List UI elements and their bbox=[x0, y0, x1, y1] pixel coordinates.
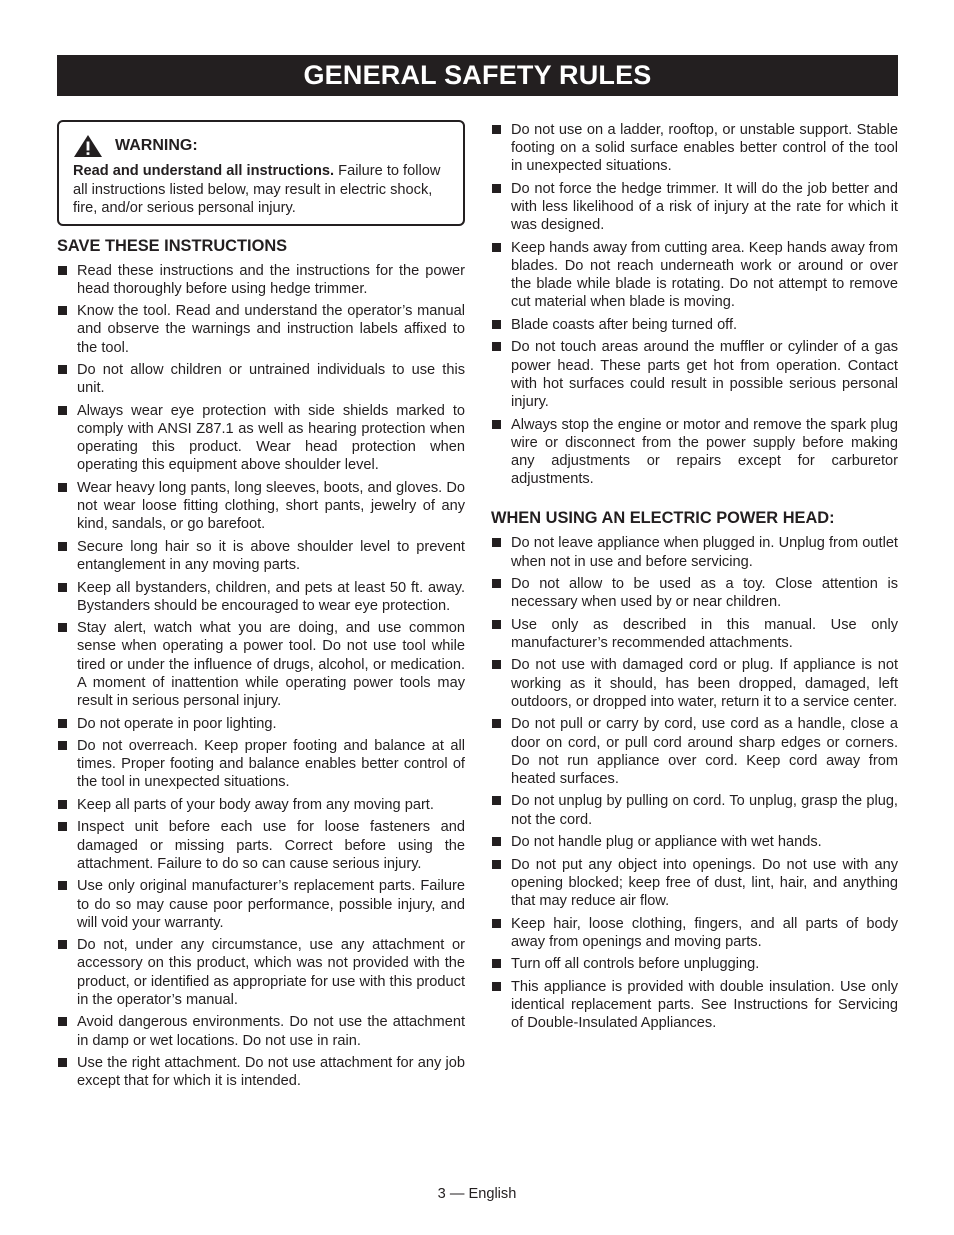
square-bullet-icon bbox=[58, 365, 67, 374]
electric-power-head-list bbox=[491, 534, 898, 1032]
list-item bbox=[57, 402, 465, 475]
list-item bbox=[57, 1054, 465, 1090]
list-item-text: Stay alert, watch what you are doing, and use common sense when operating a power tool. Do not use tool while tired or under the influence of drugs, alcohol, or medication. A moment of inattention while operating power tools may result in serious personal injury. bbox=[77, 620, 465, 710]
list-item-text: Avoid dangerous environments. Do not use the attachment in damp or wet locations. Do not use in rain. bbox=[77, 1014, 465, 1049]
list-item bbox=[491, 180, 898, 235]
right-column bbox=[491, 121, 898, 1037]
square-bullet-icon bbox=[492, 184, 501, 193]
list-item bbox=[57, 936, 465, 1009]
list-item-text: Always stop the engine or motor and remove the spark plug wire or disconnect from the power supply before making any adjustments or repairs except for carburetor adjustments. bbox=[511, 416, 898, 488]
list-item bbox=[57, 361, 465, 397]
list-item bbox=[491, 715, 898, 788]
list-item-text: Use the right attachment. Do not use attachment for any job except that for which it is intended. bbox=[77, 1055, 465, 1090]
list-item bbox=[491, 856, 898, 911]
list-item bbox=[491, 338, 898, 411]
list-item-text: Do not allow children or untrained individuals to use this unit. bbox=[77, 362, 465, 397]
warning-bold-text: Read and understand all instructions. bbox=[73, 163, 335, 179]
page-footer: 3 — English bbox=[437, 1186, 517, 1202]
list-item bbox=[491, 239, 898, 312]
square-bullet-icon bbox=[58, 881, 67, 890]
square-bullet-icon bbox=[58, 1017, 67, 1026]
list-item bbox=[491, 978, 898, 1033]
list-item-text: Do not, under any circumstance, use any attachment or accessory on this product, which was not provided with the product, or identified as appropriate for use with this product in the operator’s manual. bbox=[77, 937, 465, 1008]
list-item-text: Use only original manufacturer’s replacement parts. Failure to do so may cause poor performance, possible injury, and will void your warranty. bbox=[77, 878, 465, 931]
square-bullet-icon bbox=[492, 538, 501, 547]
square-bullet-icon bbox=[492, 579, 501, 588]
electric-power-head-heading: WHEN USING AN ELECTRIC POWER HEAD: bbox=[491, 509, 835, 528]
list-item bbox=[491, 915, 898, 951]
list-item-text: Keep hair, loose clothing, fingers, and all parts of body away from openings and moving parts. bbox=[511, 915, 898, 950]
list-item bbox=[491, 792, 898, 828]
list-item-text: Do not put any object into openings. Do not use with any opening blocked; keep free of dust, lint, hair, and anything that may reduce air flow. bbox=[511, 856, 898, 910]
list-item bbox=[491, 316, 898, 334]
list-item-text: Know the tool. Read and understand the operator’s manual and observe the warnings and instruction labels affixed to the tool. bbox=[77, 303, 465, 356]
square-bullet-icon bbox=[58, 940, 67, 949]
list-item bbox=[57, 737, 465, 792]
warning-body-text: Failure to follow all instructions listed below, may result in electric shock, fire, and/or serious personal injury. bbox=[73, 163, 441, 216]
list-item bbox=[491, 121, 898, 176]
square-bullet-icon bbox=[492, 342, 501, 351]
list-item-text: Keep all parts of your body away from any moving part. bbox=[77, 796, 434, 813]
list-item bbox=[57, 302, 465, 357]
square-bullet-icon bbox=[58, 623, 67, 632]
list-item-text: Do not pull or carry by cord, use cord as a handle, close a door on cord, or pull cord around sharp edges or corners. Do not run appliance over cord. Keep cord away from heated surfaces. bbox=[511, 716, 898, 787]
list-item-text: Do not unplug by pulling on cord. To unplug, grasp the plug, not the cord. bbox=[511, 793, 898, 828]
list-item bbox=[57, 877, 465, 932]
square-bullet-icon bbox=[492, 125, 501, 134]
list-item-text: Do not leave appliance when plugged in. Unplug from outlet when not in use and before servicing. bbox=[511, 535, 898, 570]
list-item-text: Secure long hair so it is above shoulder level to prevent entanglement in any moving parts. bbox=[77, 538, 465, 574]
square-bullet-icon bbox=[58, 483, 67, 492]
warning-box bbox=[57, 120, 465, 226]
page-title: GENERAL SAFETY RULES bbox=[57, 55, 898, 96]
list-item-text: Turn off all controls before unplugging. bbox=[511, 956, 760, 973]
list-item-text: Wear heavy long pants, long sleeves, boots, and gloves. Do not wear loose fitting clothing, short pants, jewelry of any kind, sandals, or go barefoot. bbox=[77, 479, 465, 533]
square-bullet-icon bbox=[58, 800, 67, 809]
list-item bbox=[57, 1013, 465, 1049]
list-item bbox=[491, 833, 898, 851]
list-item-text: This appliance is provided with double insulation. Use only identical replacement parts. See Instructions for Servicing of Double-Insulated Appliances. bbox=[511, 978, 898, 1032]
list-item bbox=[57, 262, 465, 298]
list-item bbox=[57, 619, 465, 710]
square-bullet-icon bbox=[58, 741, 67, 750]
list-item-text: Always wear eye protection with side shields marked to comply with ANSI Z87.1 as well as hearing protection when operating this product. Wear head protection when operating this equipment above shoulder level. bbox=[77, 402, 465, 474]
left-column bbox=[57, 120, 465, 1095]
list-item bbox=[491, 416, 898, 489]
list-item bbox=[491, 616, 898, 652]
square-bullet-icon bbox=[492, 959, 501, 968]
list-item-text: Use only as described in this manual. Use only manufacturer’s recommended attachments. bbox=[511, 616, 898, 651]
square-bullet-icon bbox=[492, 860, 501, 869]
general-rules-list bbox=[491, 121, 898, 488]
square-bullet-icon bbox=[58, 306, 67, 315]
save-instructions-heading: SAVE THESE INSTRUCTIONS bbox=[57, 236, 288, 255]
square-bullet-icon bbox=[492, 320, 501, 329]
list-item bbox=[491, 955, 898, 973]
list-item-text: Do not use on a ladder, rooftop, or unstable support. Stable footing on a solid surface enables better control of the tool in unexpected situations. bbox=[511, 122, 898, 175]
square-bullet-icon bbox=[58, 406, 67, 415]
square-bullet-icon bbox=[492, 719, 501, 728]
square-bullet-icon bbox=[58, 542, 67, 551]
warning-text bbox=[73, 162, 449, 218]
list-item-text: Read these instructions and the instructions for the power head thoroughly before using hedge trimmer. bbox=[77, 262, 465, 297]
square-bullet-icon bbox=[492, 982, 501, 991]
list-item bbox=[57, 818, 465, 873]
list-item bbox=[491, 534, 898, 570]
list-item bbox=[57, 715, 465, 733]
list-item-text: Do not handle plug or appliance with wet hands. bbox=[511, 834, 822, 851]
square-bullet-icon bbox=[58, 822, 67, 831]
list-item bbox=[57, 579, 465, 615]
square-bullet-icon bbox=[492, 796, 501, 805]
list-item-text: Do not overreach. Keep proper footing and balance at all times. Proper footing and balance enables better control of the tool in unexpected situations. bbox=[77, 738, 465, 791]
list-item-text: Do not touch areas around the muffler or cylinder of a gas power head. These parts get hot from operation. Contact with hot surfaces could result in possible serious personal injury. bbox=[511, 339, 898, 411]
square-bullet-icon bbox=[492, 660, 501, 669]
square-bullet-icon bbox=[492, 837, 501, 846]
list-item-text: Keep all bystanders, children, and pets at least 50 ft. away. Bystanders should be encouraged to wear eye protection. bbox=[77, 579, 465, 614]
square-bullet-icon bbox=[58, 719, 67, 728]
list-item bbox=[491, 656, 898, 711]
list-item-text: Do not operate in poor lighting. bbox=[77, 715, 277, 732]
square-bullet-icon bbox=[492, 919, 501, 928]
list-item bbox=[57, 796, 465, 814]
square-bullet-icon bbox=[58, 266, 67, 275]
warning-title: WARNING: bbox=[115, 137, 198, 154]
list-item-text: Do not use with damaged cord or plug. If appliance is not working as it should, has been dropped, damaged, left outdoors, or dropped into water, return it to a service center. bbox=[511, 657, 898, 710]
square-bullet-icon bbox=[492, 420, 501, 429]
square-bullet-icon bbox=[492, 243, 501, 252]
list-item bbox=[57, 479, 465, 534]
list-item bbox=[57, 538, 465, 574]
list-item-text: Do not allow to be used as a toy. Close attention is necessary when used by or near children. bbox=[511, 576, 898, 611]
warning-header bbox=[73, 134, 449, 158]
list-item-text: Do not force the hedge trimmer. It will do the job better and with less likelihood of a risk of injury at the rate for which it was designed. bbox=[511, 180, 898, 234]
square-bullet-icon bbox=[492, 620, 501, 629]
list-item-text: Blade coasts after being turned off. bbox=[511, 316, 738, 333]
list-item bbox=[491, 575, 898, 611]
square-bullet-icon bbox=[58, 583, 67, 592]
save-instructions-list bbox=[57, 262, 465, 1091]
list-item-text: Inspect unit before each use for loose fasteners and damaged or missing parts. Correct before using the attachment. Failure to do so can cause serious injury. bbox=[77, 819, 465, 872]
warning-triangle-icon bbox=[73, 134, 103, 158]
square-bullet-icon bbox=[58, 1058, 67, 1067]
list-item-text: Keep hands away from cutting area. Keep hands away from blades. Do not reach underneath work or around or over the blade while blade is rotating. Do not attempt to remove cut material when blade is moving. bbox=[511, 239, 898, 311]
